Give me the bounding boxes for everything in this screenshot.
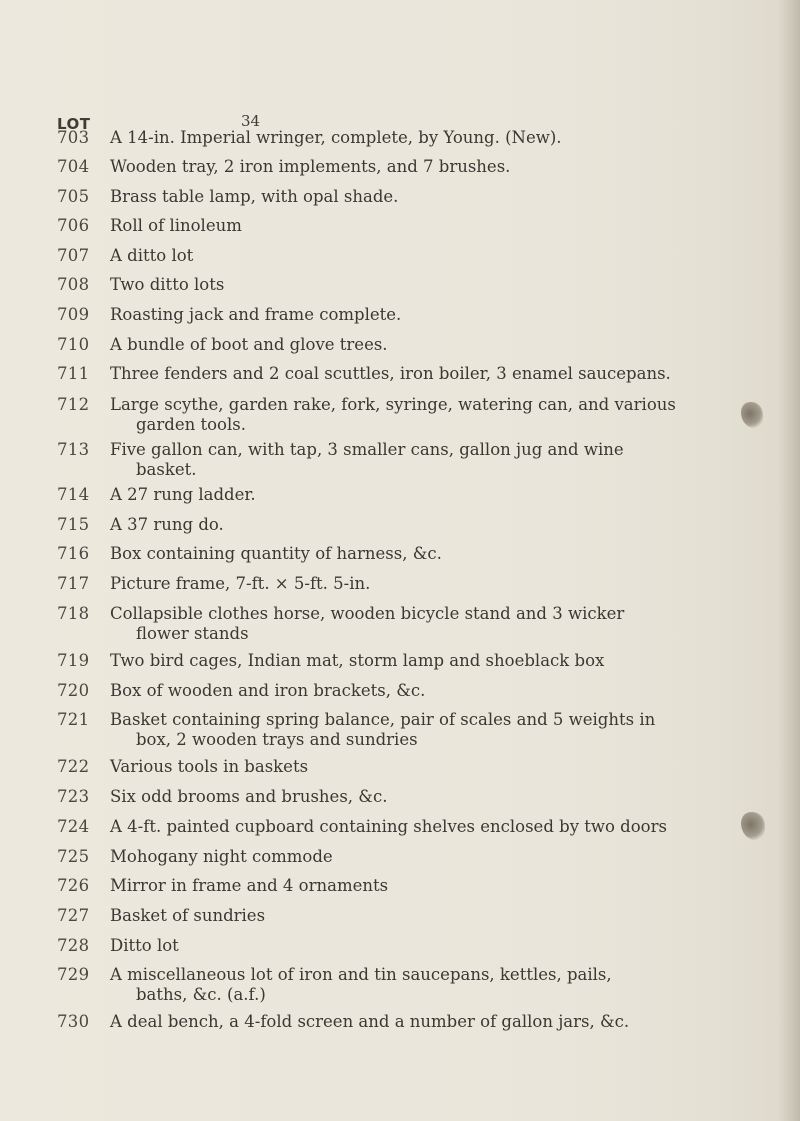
lot-description (110, 965, 710, 1005)
lot-number: 730 (57, 1012, 90, 1031)
lot-description (110, 710, 710, 750)
lot-description (110, 395, 710, 435)
description-line: Roll of linoleum (110, 216, 242, 236)
lot-number: 710 (57, 334, 90, 354)
lot-number: 713 (57, 440, 90, 460)
lot-number: 704 (57, 157, 90, 177)
lot-number: 726 (57, 876, 90, 896)
lot-description (110, 757, 710, 777)
description-line: A bundle of boot and glove trees. (110, 334, 388, 354)
lot-description (110, 128, 710, 148)
description-line: Two bird cages, Indian mat, storm lamp and shoeblack box (110, 650, 605, 670)
description-line: Box containing quantity of harness, &c. (110, 544, 442, 564)
description-line: Basket of sundries (110, 905, 266, 925)
lot-description (110, 187, 710, 207)
description-line: Collapsible clothes horse, wooden bicycle stand and 3 wicker (110, 603, 625, 623)
description-line: Brass table lamp, with opal shade. (110, 186, 399, 206)
description-line: Five gallon can, with tap, 3 smaller cans, gallon jug and wine (110, 440, 624, 460)
lot-description (110, 335, 710, 355)
description-line: A 4-ft. painted cupboard containing shelves enclosed by two doors (110, 816, 667, 836)
lot-number: 719 (57, 650, 90, 670)
lot-column-header: LOT (57, 115, 91, 133)
lot-number: 720 (57, 680, 90, 700)
lot-description (110, 485, 710, 505)
lot-description (110, 275, 710, 295)
lot-description (110, 544, 710, 564)
lot-description (110, 651, 710, 671)
description-line: Ditto lot (110, 935, 179, 955)
lot-number: 725 (57, 846, 90, 866)
description-line: Two ditto lots (110, 275, 225, 295)
page-edge-shadow (778, 0, 800, 1121)
lot-description (110, 246, 710, 266)
page-number: 34 (241, 112, 261, 130)
description-line: Basket containing spring balance, pair of scales and 5 weights in (110, 710, 656, 730)
description-continuation: box, 2 wooden trays and sundries (136, 730, 418, 750)
description-line: Six odd brooms and brushes, &c. (110, 787, 388, 807)
lot-description (110, 906, 710, 926)
lot-number: 707 (57, 245, 90, 265)
description-continuation: garden tools. (136, 414, 246, 434)
description-line: Three fenders and 2 coal scuttles, iron boiler, 3 enamel saucepans. (110, 364, 671, 384)
lot-description (110, 515, 710, 535)
description-continuation: baths, &c. (a.f.) (136, 985, 266, 1005)
description-line: A miscellaneous lot of iron and tin saucepans, kettles, pails, (110, 965, 612, 985)
description-line: Wooden tray, 2 iron implements, and 7 brushes. (110, 157, 511, 177)
lot-description (110, 574, 710, 594)
lot-description (110, 1012, 710, 1032)
lot-description (110, 936, 710, 956)
description-continuation: flower stands (136, 623, 249, 643)
lot-description (110, 440, 710, 480)
lot-description (110, 817, 710, 837)
lot-description (110, 216, 710, 236)
lot-number: 706 (57, 216, 90, 236)
description-line: A ditto lot (110, 245, 194, 265)
description-line: Large scythe, garden rake, fork, syringe, watering can, and various (110, 394, 676, 414)
lot-number: 708 (57, 275, 90, 295)
lot-description (110, 876, 710, 896)
paper-blemish-lower (741, 812, 765, 840)
lot-description (110, 364, 710, 384)
lot-description (110, 787, 710, 807)
lot-description (110, 305, 710, 325)
lot-number: 715 (57, 514, 90, 534)
lot-number: 718 (57, 603, 90, 623)
description-continuation: basket. (136, 460, 197, 480)
lot-number: 703 (57, 128, 90, 147)
description-line: A 27 rung ladder. (110, 485, 256, 505)
description-line: A deal bench, a 4-fold screen and a number of gallon jars, &c. (110, 1012, 630, 1031)
paper-blemish-upper (741, 402, 763, 428)
lot-number: 723 (57, 787, 90, 807)
description-line: A 37 rung do. (110, 514, 224, 534)
lot-description (110, 157, 710, 177)
lot-number: 716 (57, 544, 90, 564)
description-line: Roasting jack and frame complete. (110, 305, 402, 325)
lot-number: 727 (57, 905, 90, 925)
lot-number: 717 (57, 574, 90, 594)
description-line: Mirror in frame and 4 ornaments (110, 876, 389, 896)
lot-description (110, 847, 710, 867)
lot-number: 711 (57, 364, 90, 384)
lot-number: 728 (57, 935, 90, 955)
description-line: Mohogany night commode (110, 846, 333, 866)
lot-number: 722 (57, 756, 90, 776)
description-line: Picture frame, 7-ft. × 5-ft. 5-in. (110, 574, 371, 594)
description-line: A 14-in. Imperial wringer, complete, by Young. (New). (110, 128, 562, 147)
lot-number: 729 (57, 965, 90, 985)
lot-number: 705 (57, 186, 90, 206)
lot-number: 712 (57, 394, 90, 414)
lot-number: 724 (57, 816, 90, 836)
lot-number: 709 (57, 305, 90, 325)
lot-description (110, 604, 710, 644)
description-line: Various tools in baskets (110, 756, 309, 776)
lot-description (110, 681, 710, 701)
lot-number: 721 (57, 710, 90, 730)
description-line: Box of wooden and iron brackets, &c. (110, 680, 426, 700)
lot-number: 714 (57, 485, 90, 505)
